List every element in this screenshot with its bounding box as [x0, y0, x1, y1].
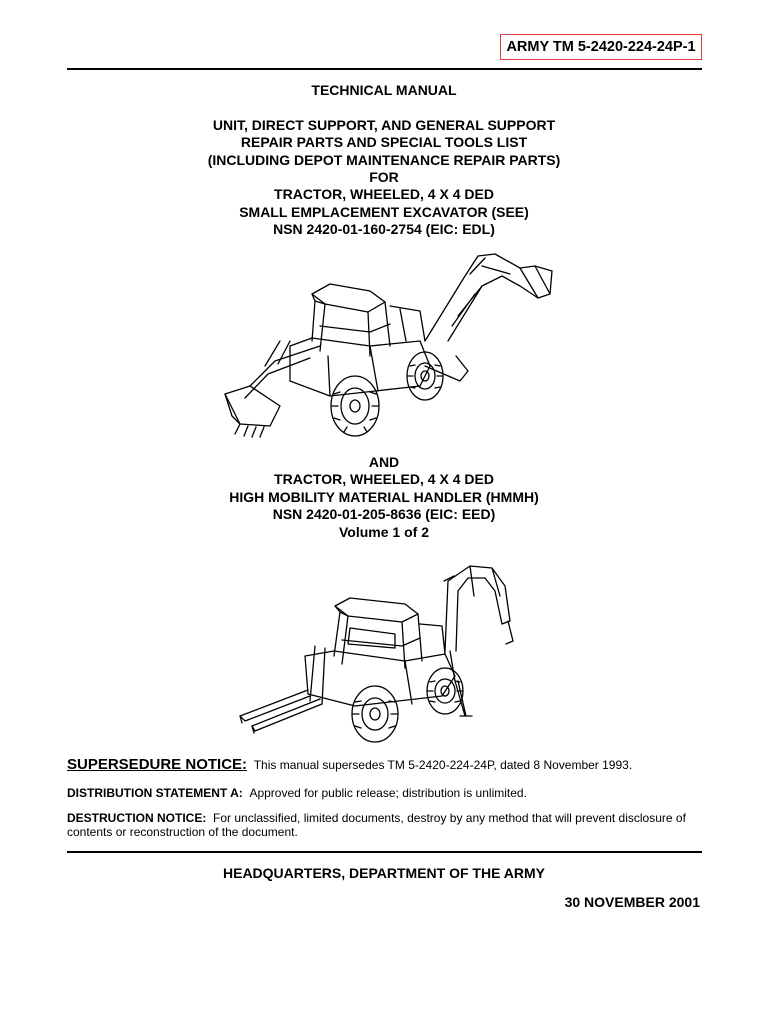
destruction-text: For unclassified, limited documents, destroy by any method that will prevent disclosure of contents or reconstruction of the document. [67, 811, 686, 839]
destruction-notice [67, 811, 707, 839]
bottom-divider [67, 851, 702, 853]
distribution-statement [67, 786, 707, 800]
vehicle-line: HIGH MOBILITY MATERIAL HANDLER (HMMH) [229, 488, 539, 505]
destruction-label: DESTRUCTION NOTICE: [67, 811, 207, 825]
title-line: TRACTOR, WHEELED, 4 X 4 DED [274, 186, 494, 203]
title-line: REPAIR PARTS AND SPECIAL TOOLS LIST [240, 134, 528, 151]
headquarters-line: HEADQUARTERS, DEPARTMENT OF THE ARMY [223, 865, 545, 881]
material-handler-illustration [230, 556, 540, 751]
title-spacer [0, 99, 768, 116]
title-line: (INCLUDING DEPOT MAINTENANCE REPAIR PARTS) [207, 151, 561, 168]
title-nsn-line: NSN 2420-01-160-2754 (EIC: EDL) [273, 221, 495, 238]
second-vehicle-block [0, 454, 768, 541]
title-line: FOR [369, 169, 399, 186]
and-line: AND [368, 454, 400, 470]
supersedure-label: SUPERSEDURE NOTICE: [67, 756, 248, 773]
distribution-text: Approved for public release; distribution is unlimited. [249, 786, 527, 800]
vehicle-nsn-line: NSN 2420-01-205-8636 (EIC: EED) [272, 506, 496, 523]
excavator-illustration [220, 246, 560, 446]
top-divider [67, 68, 702, 70]
manual-type-heading: TECHNICAL MANUAL [311, 82, 457, 98]
title-block [0, 82, 768, 239]
title-line: SMALL EMPLACEMENT EXCAVATOR (SEE) [239, 203, 529, 220]
volume-line: Volume 1 of 2 [339, 523, 429, 540]
vehicle-line: TRACTOR, WHEELED, 4 X 4 DED [274, 471, 494, 488]
supersedure-notice [67, 758, 707, 772]
tm-number-box: ARMY TM 5-2420-224-24P-1 [500, 34, 702, 60]
supersedure-text: This manual supersedes TM 5-2420-224-24P, dated 8 November 1993. [253, 758, 633, 772]
distribution-label: DISTRIBUTION STATEMENT A: [67, 786, 243, 800]
title-line: UNIT, DIRECT SUPPORT, AND GENERAL SUPPORT [212, 116, 556, 133]
publication-date: 30 NOVEMBER 2001 [564, 894, 700, 910]
